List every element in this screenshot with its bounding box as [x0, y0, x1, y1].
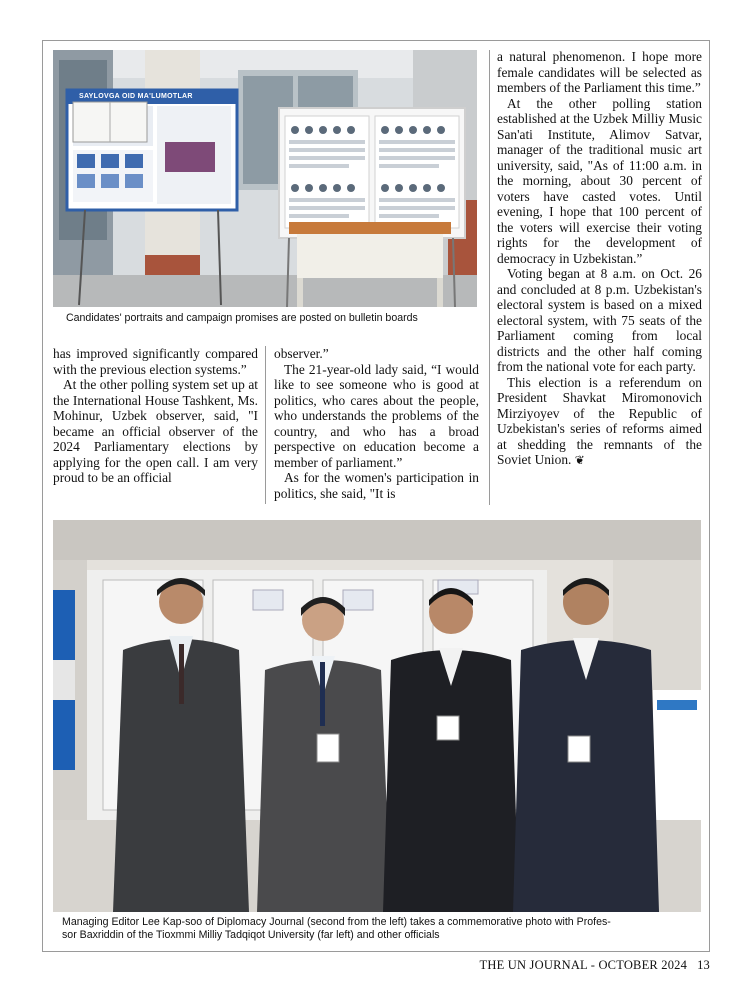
article-column-left: [53, 346, 258, 486]
page-footer: [420, 958, 710, 973]
article-column-middle: [274, 346, 479, 501]
paragraph: As for the women's participation in politics, she said, "It is: [274, 470, 479, 501]
paragraph: [497, 375, 702, 469]
paragraph: a natural phenomenon. I hope more female candidates will be selected as members of the Parliament this time.”: [497, 49, 702, 95]
paragraph: The 21-year-old lady said, “I would like to see someone who is good at politics, who cares about the people, who understands the problems of the country, and who has a broad perspective on education become a member of parliament.”: [274, 361, 479, 470]
paragraph: has improved significantly compared with the previous election systems.”: [53, 346, 258, 377]
paragraph: At the other polling station established at the Uzbek Milliy Music San'ati Institute, Alimov Satvar, manager of the traditional music art university, said, "As of 11:00 a.m. in the morning, about 30 percent of voters have casted votes. Until evening, I hope that 100 percent of the voters will exercise their voting rights for the development of democracy in Uzbekistan.”: [497, 95, 702, 266]
bulletin-boards-photo: [53, 50, 477, 307]
officials-group-photo: [53, 520, 701, 912]
paragraph: At the other polling system set up at the International House Tashkent, Ms. Mohinur, Uzbek observer, said, "I became an official observer of the 2024 Parliamentary elections by applying for the open call. I am very proud to be an official: [53, 377, 258, 485]
bottom-photo-caption: [62, 916, 702, 942]
top-photo-caption: Candidates' portraits and campaign promises are posted on bulletin boards: [66, 312, 418, 324]
end-mark-icon: ❦: [574, 453, 585, 467]
paragraph-text: This election is a referendum on President Shavkat Miromonovich Mirziyoyev of the Republic of Uzbekistan's series of reforms aimed at shedding the remnants of the Soviet Union.: [497, 374, 702, 467]
page-number: 13: [697, 958, 710, 972]
publication-name: THE UN JOURNAL - OCTOBER 2024: [479, 958, 688, 972]
column-rule-right: [489, 50, 490, 505]
column-rule-left: [265, 346, 266, 504]
paragraph: observer.”: [274, 346, 329, 361]
paragraph: Voting began at 8 a.m. on Oct. 26 and concluded at 8 p.m. Uzbekistan's electoral system is based on a mixed electoral system, with 75 seats of the Parliament coming from local districts and the other half coming from the national vote for each party.: [497, 266, 702, 374]
poster-heading: SAYLOVGA OID MA'LUMOTLAR: [79, 93, 193, 100]
bottom-photo-caption-line-2: sor Baxriddin of the Tioxmmi Milliy Tadqiqot University (far left) and other officials: [62, 929, 440, 941]
bottom-photo-caption-line-1: Managing Editor Lee Kap-soo of Diplomacy Journal (second from the left) takes a commemorative photo with Profes-: [62, 916, 611, 928]
article-column-right: [497, 49, 702, 469]
